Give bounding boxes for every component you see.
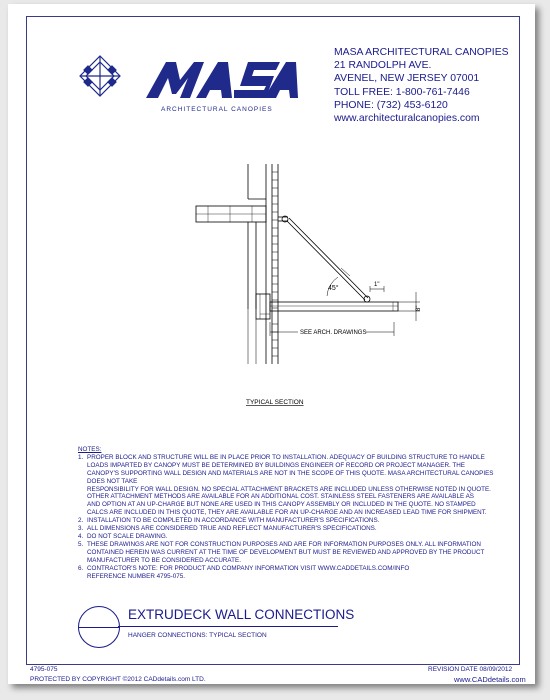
note-text: PROPER BLOCK AND STRUCTURE WILL BE IN PLACE PRIOR TO INSTALLATION. ADEQUACY OF BUILDING STRUCTURE TO HANDLE: [87, 453, 485, 461]
note-line: [78, 557, 498, 565]
note-text: INSTALLATION TO BE COMPLETED IN ACCORDANCE WITH MANUFACTURER'S SPECIFICATIONS.: [87, 517, 380, 525]
note-line: [78, 565, 498, 573]
note-line: [78, 573, 498, 581]
upper-floor-structure: [196, 206, 266, 309]
note-number: [78, 509, 87, 517]
note-line: [78, 493, 498, 501]
note-line: [78, 501, 498, 509]
logo-diamond-emblem: [80, 56, 120, 96]
note-number: 2.: [78, 517, 84, 525]
note-text: CONTRACTOR'S NOTE: FOR PRODUCT AND COMPANY INFORMATION VISIT WWW.CADDETAILS.COM/INFO: [87, 564, 410, 572]
note-number: 6.: [78, 564, 84, 572]
drawing-subtitle: HANGER CONNECTIONS: TYPICAL SECTION: [128, 632, 267, 639]
note-number: [78, 573, 87, 581]
note-text: ALL DIMENSIONS ARE CONSIDERED TRUE AND REFLECT MANUFACTURER'S SPECIFICATIONS.: [87, 525, 377, 533]
note-text: AND OPTION AT AN UP-CHARGE BUT NONE ARE USED IN THIS CANOPY ASSEMBLY OR INCLUDED IN THE QUOTE. NO STAMPED: [87, 501, 476, 509]
company-tollfree: TOLL FREE: 1-800-761-7446: [334, 86, 470, 98]
see-arch-drawings-label: SEE ARCH. DRAWINGS: [300, 330, 367, 336]
angle-label: 45°: [328, 285, 339, 292]
note-text: LOADS IMPARTED BY CANOPY MUST BE DETERMINED BY BUILDINGS ENGINEER OF RECORD OR PROJECT MANAGER. THE: [87, 461, 465, 469]
section-caption: TYPICAL SECTION: [246, 399, 304, 406]
note-line: [78, 525, 498, 533]
company-phone: PHONE: (732) 453-6120: [334, 99, 448, 111]
drawing-title: EXTRUDECK WALL CONNECTIONS: [128, 607, 355, 622]
note-line: [78, 486, 498, 494]
note-line: [78, 509, 498, 517]
note-text: CANOPY'S SUPPORTING WALL DESIGN AND MATERIALS ARE NOT IN THE SCOPE OF THIS QUOTE. MASA ARCHITECTURAL CANOPIES DOES NOT TAKE: [87, 469, 494, 485]
note-number: [78, 486, 87, 494]
note-number: 5.: [78, 540, 84, 548]
company-name: MASA ARCHITECTURAL CANOPIES: [334, 47, 509, 58]
note-text: OTHER ATTACHMENT METHODS ARE AVAILABLE FOR AN ADDITIONAL COST. STAINLESS STEEL FASTENERS ARE AVAILABLE AS: [87, 493, 475, 501]
note-number: [78, 493, 87, 501]
note-text: RESPONSIBILITY FOR WALL DESIGN. NO SPECIAL ATTACHMENT BRACKETS ARE INCLUDED UNLESS OTHERWISE NOTED IN QUOTE.: [87, 485, 491, 493]
typical-section-drawing: [188, 164, 438, 414]
sheet-number: 4795-075: [30, 666, 58, 673]
note-line: [78, 517, 498, 525]
note-line: [78, 541, 498, 549]
note-line: [78, 533, 498, 541]
company-address-line1: 21 RANDOLPH AVE.: [334, 60, 432, 72]
company-contact-block: [334, 46, 509, 125]
note-number: [78, 470, 87, 486]
note-number: [78, 501, 87, 509]
copyright-notice: PROTECTED BY COPYRIGHT ©2012 CADdetails.com LTD.: [30, 676, 206, 683]
company-website[interactable]: www.architecturalcanopies.com: [334, 113, 480, 125]
width-dimension-label: 1": [374, 282, 380, 288]
note-number: 3.: [78, 525, 84, 533]
note-line: [78, 549, 498, 557]
notes-heading: NOTES:: [78, 446, 102, 453]
general-notes: [78, 446, 498, 580]
title-underline: [118, 626, 338, 627]
caddetails-link[interactable]: www.CADdetails.com: [454, 675, 526, 684]
note-text: REFERENCE NUMBER 4795-075.: [87, 572, 185, 580]
note-number: 1.: [78, 453, 84, 461]
masonry-wall: [248, 164, 278, 364]
note-number: [78, 549, 87, 557]
company-address-line2: AVENEL, NEW JERSEY 07001: [334, 73, 480, 85]
logo-wordmark-shapes: [146, 62, 298, 98]
revision-date: REVISION DATE 08/09/2012: [428, 666, 513, 673]
note-text: THESE DRAWINGS ARE NOT FOR CONSTRUCTION PURPOSES AND ARE FOR INFORMATION PURPOSES ONLY. ALL INFORMATION: [87, 540, 481, 548]
masa-logo: [68, 44, 298, 119]
note-text: DO NOT SCALE DRAWING.: [87, 532, 168, 540]
height-dimension-label: 8": [416, 305, 422, 311]
drawing-sheet: [8, 4, 535, 684]
hanger-rod: [278, 216, 368, 300]
logo-tagline: ARCHITECTURAL CANOPIES: [161, 106, 273, 113]
note-number: 4.: [78, 532, 84, 540]
detail-callout-circle: [78, 606, 120, 648]
note-line: [78, 470, 498, 486]
note-text: CALCS ARE INCLUDED IN THIS QUOTE, THEY ARE AVAILABLE FOR AN UP-CHARGE AND AN INCREASED LEAD TIME FOR SHIPMENT.: [87, 509, 487, 517]
note-line: [78, 462, 498, 470]
canopy-deck: [256, 294, 398, 319]
note-line: [78, 454, 498, 462]
note-number: [78, 557, 87, 565]
note-text: CONTAINED HEREIN WAS CURRENT AT THE TIME OF DEVELOPMENT BUT MUST BE REVIEWED AND APPROVED BY THE PRODUCT: [87, 548, 485, 556]
note-text: MANUFACTURER TO BE CONSIDERED ACCURATE.: [87, 556, 241, 564]
note-number: [78, 462, 87, 470]
